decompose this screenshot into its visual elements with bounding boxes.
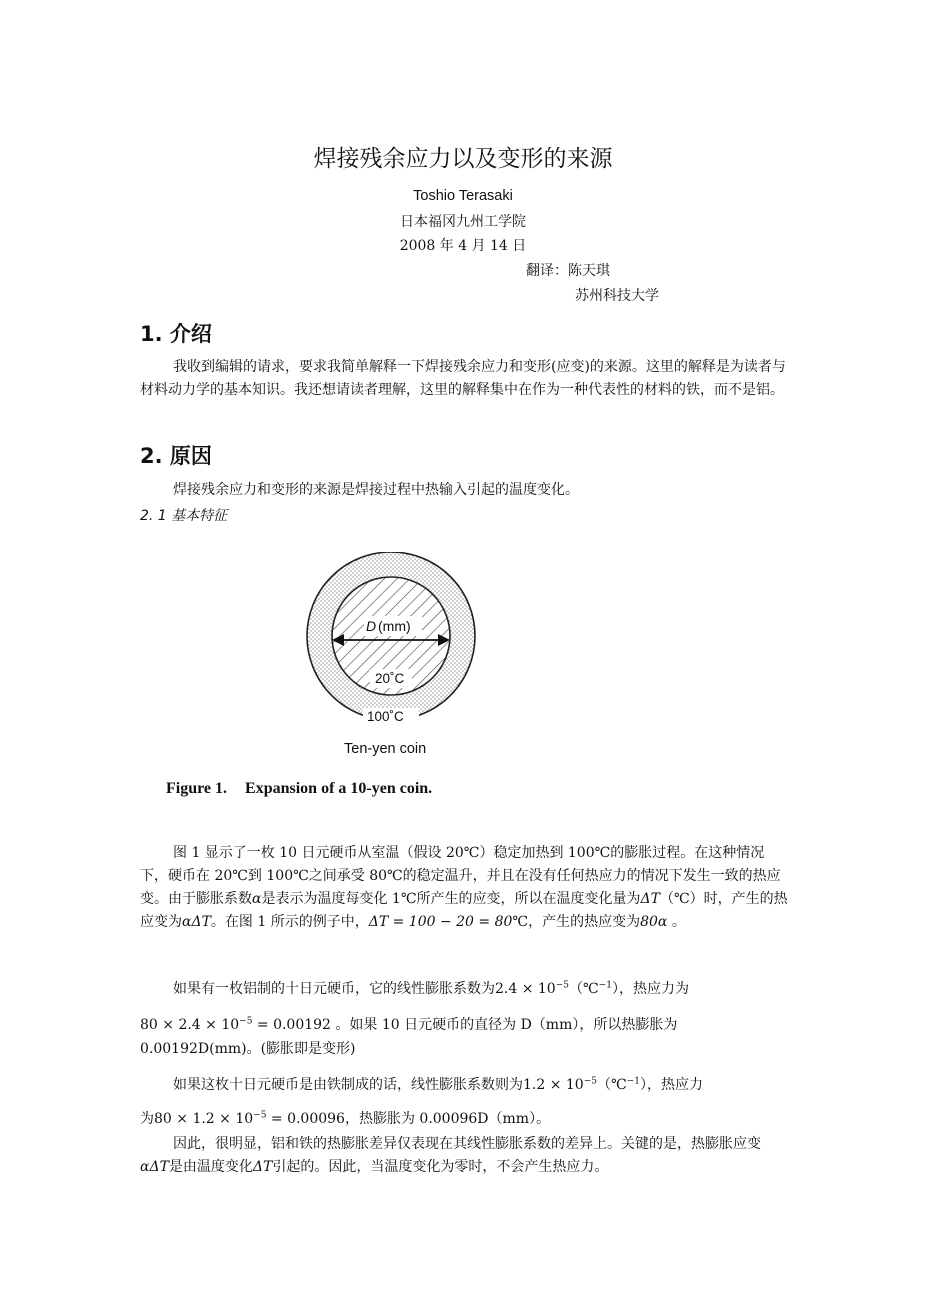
math-alpha-delta-t-2: αΔT	[140, 1159, 169, 1175]
math-al-eq-exp: −5	[239, 1016, 253, 1027]
section-2-text: 焊接残余应力和变形的来源是焊接过程中热输入引起的温度变化。	[173, 482, 579, 498]
math-fe-coef: 1.2 × 10	[523, 1077, 584, 1093]
section-2-heading: 2. 原因	[140, 444, 212, 468]
p2-text-b: ），热应力为	[611, 981, 689, 997]
body-line-al-result	[140, 1014, 677, 1034]
p5-unit-exp: −1	[626, 1076, 640, 1087]
p1-text-a: 图 1 显示了一枚 10 日元硬币从室温（假设 20℃）稳定加热到 100℃的膨胀过程。在这种情况下，硬币在 20℃到 100℃之间承受 80℃的稳定温升，并且在没有任何热应力的情况下发生一致的热应变。由于膨胀系数	[140, 845, 781, 907]
math-delta-t: ΔT	[640, 891, 660, 907]
translator-affiliation: 苏州科技大学	[575, 288, 659, 304]
body-line-iron	[173, 1074, 703, 1094]
p2-text-a: 如果有一枚铝制的十日元硬币，它的线性膨胀系数为	[173, 981, 495, 997]
outer-temp-label: 100˚C	[367, 709, 404, 724]
math-alpha-delta-t: αΔT	[182, 914, 211, 930]
figure-caption	[166, 780, 432, 798]
math-fe-exp: −5	[583, 1076, 597, 1087]
math-al-coef: 2.4 × 10	[495, 981, 556, 997]
p7-text-c: 引起的。因此，当温度变化为零时，不会产生热应力。	[272, 1159, 609, 1175]
section-1-paragraph	[140, 356, 788, 402]
p6-text-a: 为	[140, 1111, 154, 1127]
subsection-2-1-heading: 2. 1 基本特征	[140, 508, 228, 524]
p7-text-a: 因此，很明显，铝和铁的热膨胀差异仅表现在其线性膨胀系数的差异上。关键的是，热膨胀应变	[173, 1136, 761, 1152]
p1-text-b: 是表示为温度每变化 1℃所产生的应变，所以在温度变化量为	[261, 891, 641, 907]
p5-unit: （℃	[597, 1077, 627, 1093]
publication-date: 2008 年 4 月 14 日	[399, 238, 527, 254]
p1-text-f: 。	[667, 914, 686, 930]
d-label: D	[366, 618, 377, 634]
p2-unit-exp: −1	[598, 980, 612, 991]
d-unit: (mm)	[378, 618, 411, 634]
math-al-exp: −5	[555, 980, 569, 991]
p1-text-c: （℃）时，产生的热应变为	[140, 891, 788, 930]
figure-1	[296, 552, 496, 768]
coin-label: Ten-yen coin	[344, 741, 427, 757]
section-2-paragraph	[140, 479, 788, 502]
math-fe-eq: 80 × 1.2 × 10	[154, 1111, 254, 1127]
translator: 翻译：陈天琪	[526, 263, 610, 279]
math-al-eq: 80 × 2.4 × 10	[140, 1017, 240, 1033]
body-paragraph-conclusion	[140, 1133, 788, 1179]
coin-diagram	[296, 552, 496, 764]
paper-title: 焊接残余应力以及变形的来源	[313, 146, 613, 172]
author-name: Toshio Terasaki	[413, 188, 513, 204]
math-fe-result: = 0.00096	[266, 1111, 345, 1127]
figure-caption-text: Expansion of a 10-yen coin.	[245, 780, 433, 797]
p5-text-b: ），热应力	[639, 1077, 703, 1093]
p1-text-d: 。在图 1 所示的例子中，	[210, 914, 369, 930]
math-al-result: = 0.00192	[252, 1017, 331, 1033]
author-affiliation: 日本福冈九州工学院	[400, 214, 526, 230]
p5-text-a: 如果这枚十日元硬币是由铁制成的话，线性膨胀系数则为	[173, 1077, 523, 1093]
p7-text-b: 是由温度变化	[168, 1159, 253, 1175]
math-fe-eq-exp: −5	[253, 1110, 267, 1121]
p3-text-b: 。如果 10 日元硬币的直径为 D（mm），所以热膨胀为	[330, 1017, 678, 1033]
math-80-alpha: 80α	[640, 914, 668, 930]
section-1-heading: 1. 介绍	[140, 322, 212, 346]
p2-unit: （℃	[569, 981, 599, 997]
inner-temp-label: 20˚C	[375, 671, 405, 686]
math-alpha: α	[252, 891, 262, 907]
body-line-fe-result	[140, 1108, 550, 1128]
p1-text-e: ℃，产生的热应变为	[512, 914, 641, 930]
figure-caption-label: Figure 1.	[166, 780, 228, 797]
body-line-al-expansion: 0.00192D(mm)。(膨胀即是变形)	[140, 1041, 356, 1057]
math-delta-t-2: ΔT	[252, 1159, 273, 1175]
section-1-text: 我收到编辑的请求，要求我简单解释一下焊接残余应力和变形(应变)的来源。这里的解释是为读者与材料动力学的基本知识。我还想请读者理解，这里的解释集中在作为一种代表性的材料的铁，而不是铝。	[140, 359, 786, 398]
body-paragraph-1	[140, 842, 788, 934]
math-delta-t-equation: ΔT = 100 − 20 = 80	[368, 914, 513, 930]
body-line-aluminum	[173, 978, 689, 998]
p6-text-b: ，热膨胀为 0.00096D（mm）。	[344, 1111, 551, 1127]
